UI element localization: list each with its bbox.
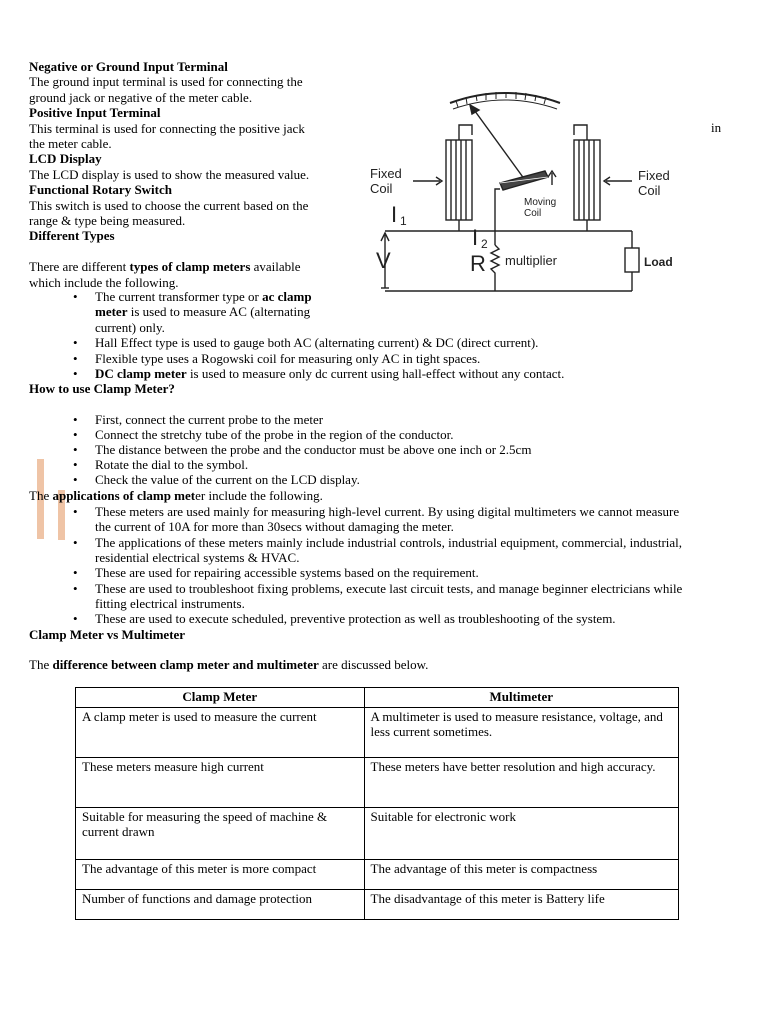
terminal-heading: LCD Display <box>29 151 102 167</box>
table-cell: These meters have better resolution and high accuracy. <box>364 758 679 808</box>
types-heading: Different Types <box>29 228 115 244</box>
list-item-cont: residential electrical systems & HVAC. <box>95 550 300 565</box>
types-intro: There are different types of clamp meters available <box>29 259 301 275</box>
list-item: • The current transformer type or ac clamp <box>73 289 312 304</box>
fixed-coil-right-label: Coil <box>638 183 661 198</box>
terminal-text: This switch is used to choose the current based on the <box>29 197 309 213</box>
terminals-section <box>29 59 349 290</box>
table-row <box>76 860 679 890</box>
terminal-heading: Functional Rotary Switch <box>29 182 172 198</box>
terminal-heading: Negative or Ground Input Terminal <box>29 59 228 74</box>
terminal-text: The LCD display is used to show the measured value. <box>29 166 310 182</box>
fixed-coil-left-label: Coil <box>370 181 393 196</box>
table-header-cell: Clamp Meter <box>76 688 365 708</box>
terminal-heading: Positive Input Terminal <box>29 105 161 121</box>
list-item: • The distance between the probe and the conductor must be above one inch or 2.5cm <box>73 442 532 457</box>
applications-intro: The applications of clamp meter include the following. <box>29 488 323 503</box>
terminal-text: the meter cable. <box>29 136 112 152</box>
table-cell: Number of functions and damage protection <box>76 890 365 920</box>
list-item: • DC clamp meter is used to measure only dc current using hall-effect without any contact. <box>73 366 565 381</box>
list-item: • Hall Effect type is used to gauge both AC (alternating current) & DC (direct current). <box>73 335 539 350</box>
terminal-text: ground jack or negative of the meter cable. <box>29 89 253 105</box>
table-cell: The advantage of this meter is more compact <box>76 860 365 890</box>
terminal-text: This terminal is used for connecting the positive jack <box>29 120 305 136</box>
right-fixed-coil <box>574 140 600 220</box>
list-item-cont: fitting electrical instruments. <box>95 596 245 611</box>
moving-coil-label: Moving <box>524 197 557 208</box>
comparison-heading: Clamp Meter vs Multimeter <box>29 627 186 642</box>
multiplier-resistor <box>491 245 499 291</box>
list-item: • These meters are used mainly for measuring high-level current. By using digital multimeters we cannot measure <box>73 504 680 519</box>
table-header-row <box>76 688 679 708</box>
list-item: • Flexible type uses a Rogowski coil for measuring only AC in tight spaces. <box>73 351 481 366</box>
list-item-cont: current) only. <box>95 320 165 335</box>
table-cell: These meters measure high current <box>76 758 365 808</box>
trailing-word: in <box>711 120 722 135</box>
terminal-text: The ground input terminal is used for connecting the <box>29 74 303 90</box>
list-item: • First, connect the current probe to the meter <box>73 412 324 427</box>
howto-heading: How to use Clamp Meter? <box>29 381 175 396</box>
table-row <box>76 808 679 860</box>
meter-pointer <box>472 107 525 180</box>
list-item: • These are used for repairing accessible systems based on the requirement. <box>73 565 479 580</box>
current-i1-subscript: 1 <box>400 214 407 228</box>
table-header-cell: Multimeter <box>364 688 679 708</box>
table-cell: A clamp meter is used to measure the current <box>76 708 365 758</box>
load-resistor <box>625 248 639 272</box>
table-cell: Suitable for measuring the speed of machine & current drawn <box>76 808 365 860</box>
table-cell: The disadvantage of this meter is Battery life <box>364 890 679 920</box>
table-cell: Suitable for electronic work <box>364 808 679 860</box>
moving-coil-label: Coil <box>524 208 542 219</box>
list-item-cont: the current of 10A for more than 30secs without damaging the meter. <box>95 519 454 534</box>
moving-coil <box>500 171 548 190</box>
current-i2-label: I <box>472 225 479 250</box>
multiplier-label: multiplier <box>505 253 558 268</box>
left-fixed-coil <box>446 140 472 220</box>
list-item: • These are used to troubleshoot fixing problems, execute last circuit tests, and manage beginner electricians while <box>73 581 683 596</box>
types-intro-line2: which include the following. <box>29 274 179 290</box>
list-item: • The applications of these meters mainly include industrial controls, industrial equipment, commercial, industrial, <box>73 535 683 550</box>
list-item: • Check the value of the current on the LCD display. <box>73 472 360 487</box>
table-row <box>76 758 679 808</box>
list-item: • These are used to execute scheduled, preventive protection as well as troubleshooting of the system. <box>73 611 616 626</box>
terminal-text: range & type being measured. <box>29 213 186 229</box>
resistor-r-label: R <box>470 251 486 276</box>
comparison-table <box>75 687 679 920</box>
list-item-cont: meter is used to measure AC (alternating <box>95 304 311 319</box>
table-cell: A multimeter is used to measure resistance, voltage, and less current sometimes. <box>364 708 679 758</box>
table-row <box>76 708 679 758</box>
clamp-meter-circuit-diagram <box>360 85 700 300</box>
list-item: • Rotate the dial to the symbol. <box>73 457 249 472</box>
current-i1-label: I <box>391 202 398 227</box>
table-cell: The advantage of this meter is compactness <box>364 860 679 890</box>
load-label: Load <box>644 255 673 269</box>
voltage-label: V <box>376 248 391 273</box>
fixed-coil-left-label: Fixed <box>370 166 402 181</box>
list-item: • Connect the stretchy tube of the probe in the region of the conductor. <box>73 427 454 442</box>
current-i2-subscript: 2 <box>481 237 488 251</box>
fixed-coil-right-label: Fixed <box>638 168 670 183</box>
comparison-intro: The difference between clamp meter and multimeter are discussed below. <box>29 657 429 672</box>
table-row <box>76 890 679 920</box>
